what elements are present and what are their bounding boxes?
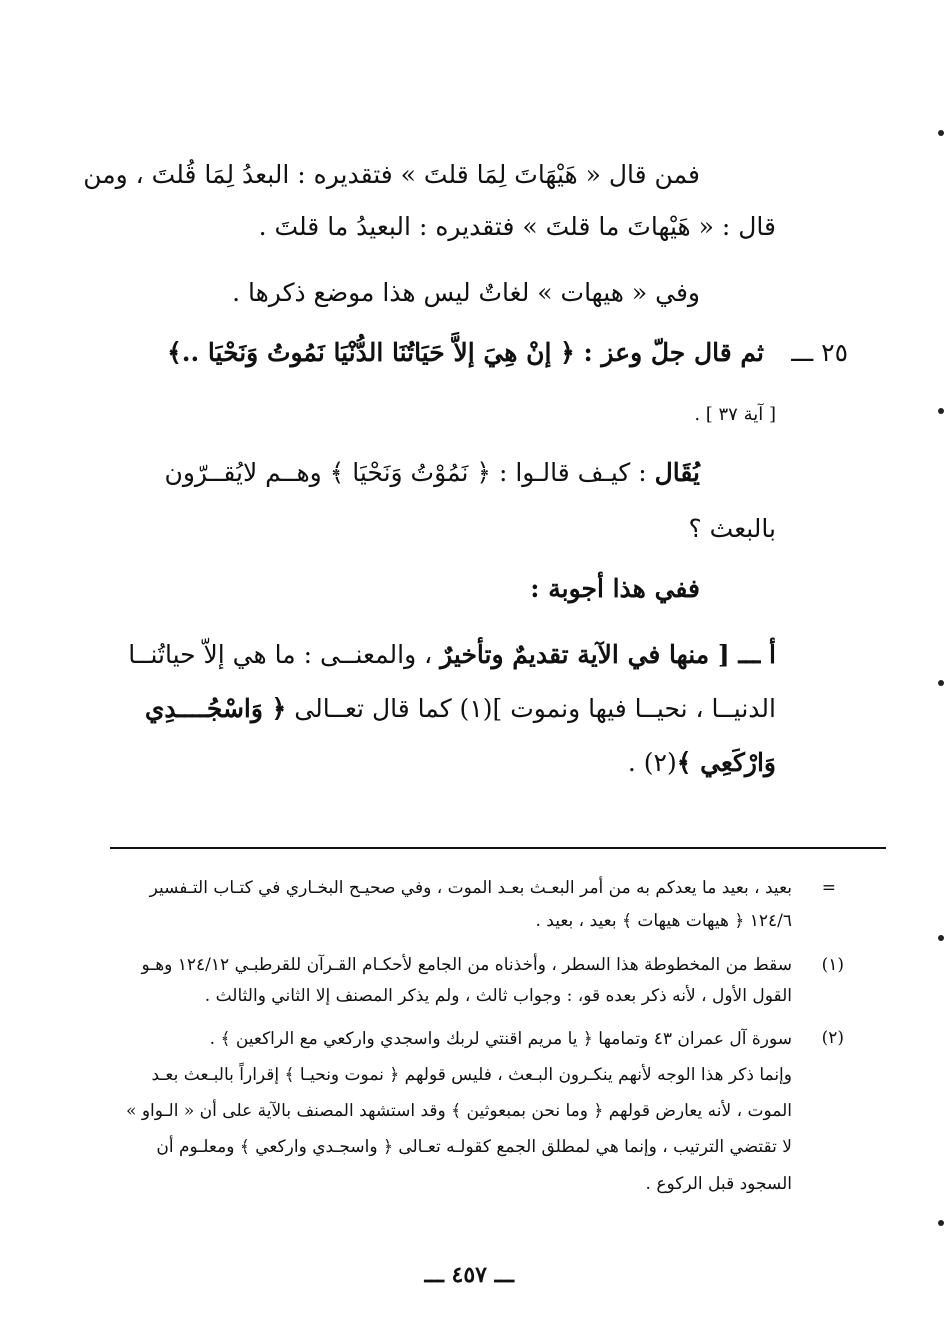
footnote-continuation-line-1: بعيد ، بعيد ما يعدكم به من أمر البعـث بعـد الموت ، وفي صحيـح البخـاري في كتـاب التـفسير: [149, 878, 792, 898]
answer-a-line-2-quran: ﴿ وَاسْجُــــدِي: [144, 694, 287, 723]
question-lead: يُقَال: [654, 458, 700, 487]
edge-mark: [938, 680, 944, 686]
aya-reference: [ آية ٣٧ ] .: [694, 404, 776, 425]
footnote-1-number: (١): [821, 955, 844, 975]
answer-a-line-1: [128, 640, 776, 669]
item-number: ٢٥ ـــ: [791, 338, 848, 367]
item-heading: ثم قال جلّ وعز : ﴿ إنْ هِيَ إلاَّ حَيَاتُنَا الدُّنْيَا نَمُوتُ وَنَحْيَا ..﴾: [167, 338, 764, 367]
footnote-2-number: (٢): [821, 1028, 844, 1048]
answers-heading: ففي هذا أجوبة :: [530, 574, 700, 603]
edge-mark: [938, 130, 944, 136]
answer-a-line-3: [628, 748, 776, 777]
footnote-2-line-1: سورة آل عمران ٤٣ وتمامها ﴿ يا مريم اقنتي لربك واسجدي واركعي مع الراكعين ﴾ .: [209, 1029, 792, 1049]
paragraph-2: وفي « هيهات » لغاتٌ ليس هذا موضع ذكرها .: [232, 278, 700, 307]
paragraph-1-line-2: قال : « هَيْهاتَ ما قلتَ » فتقديره : البعيدُ ما قلتَ .: [258, 212, 776, 241]
question-line-2: بالبعث ؟: [688, 514, 776, 543]
answer-a-line-2-text: الدنيــا ، نحيــا فيها ونموت ](١) كما قال تعــالى: [294, 694, 776, 723]
answer-a-rest: ، والمعنــى : ما هي إلاّ حياتُنــا: [128, 640, 433, 669]
footnote-continuation-line-2: ١٢٤/٦ ﴿ هيهات هيهات ﴾ بعيد ، بعيد .: [535, 911, 792, 931]
edge-mark: [938, 408, 944, 414]
page-number: ـــ ٤٥٧ ـــ: [424, 1262, 514, 1288]
answer-a-bold: أ ـــ [ منها في الآية تقديمٌ وتأخيرٌ: [440, 640, 776, 669]
question-line-1: [165, 458, 701, 487]
answer-a-line-3-quran: وَارْكَعِي ﴾: [676, 748, 776, 777]
footnote-1-line-2: القول الأول ، لأنه ذكر بعده قو، : وجواب ثالث ، ولم يذكر المصنف إلا الثاني والثالث .: [204, 986, 792, 1006]
answer-a-line-2: [145, 694, 776, 723]
footnote-2-line-5: السجود قبل الركوع .: [645, 1174, 792, 1194]
paragraph-1-line-1: فمن قال « هَيْهَاتَ لِمَا قلتَ » فتقديره : البعدُ لِمَا قُلتَ ، ومن: [83, 160, 700, 189]
edge-mark: [938, 935, 944, 941]
edge-mark: [938, 1220, 944, 1226]
footnote-1-line-1: سقط من المخطوطة هذا السطر ، وأخذناه من الجامع لأحكـام القـرآن للقرطبـي ١٢٤/١٢ وهـو: [141, 955, 792, 975]
answer-a-line-3-ref: (٢) .: [627, 748, 677, 777]
footnote-continuation-marker: =: [821, 878, 836, 898]
footnote-separator: [110, 847, 886, 849]
question-text: : كيـف قالـوا : ﴿ نَمُوْتُ وَنَحْيَا ﴾ وهــم لايُقــرّون: [164, 458, 647, 487]
footnote-2-line-4: لا تقتضي الترتيب ، وإنما هي لمطلق الجمع كقولـه تعـالى ﴿ واسجـدي واركعي ﴾ ومعلـوم أن: [156, 1137, 792, 1157]
footnote-2-line-2: وإنما ذكر هذا الوجه لأنهم ينكـرون البـعث ، فليس قولهم ﴿ نموت ونحيـا ﴾ إقراراً بالبـعث بعـد: [151, 1065, 792, 1085]
footnote-2-line-3: الموت ، لأنه يعارض قولهم ﴿ وما نحن بمبعوثين ﴾ وقد استشهد المصنف بالآية على أن « الـواو »: [126, 1101, 792, 1121]
